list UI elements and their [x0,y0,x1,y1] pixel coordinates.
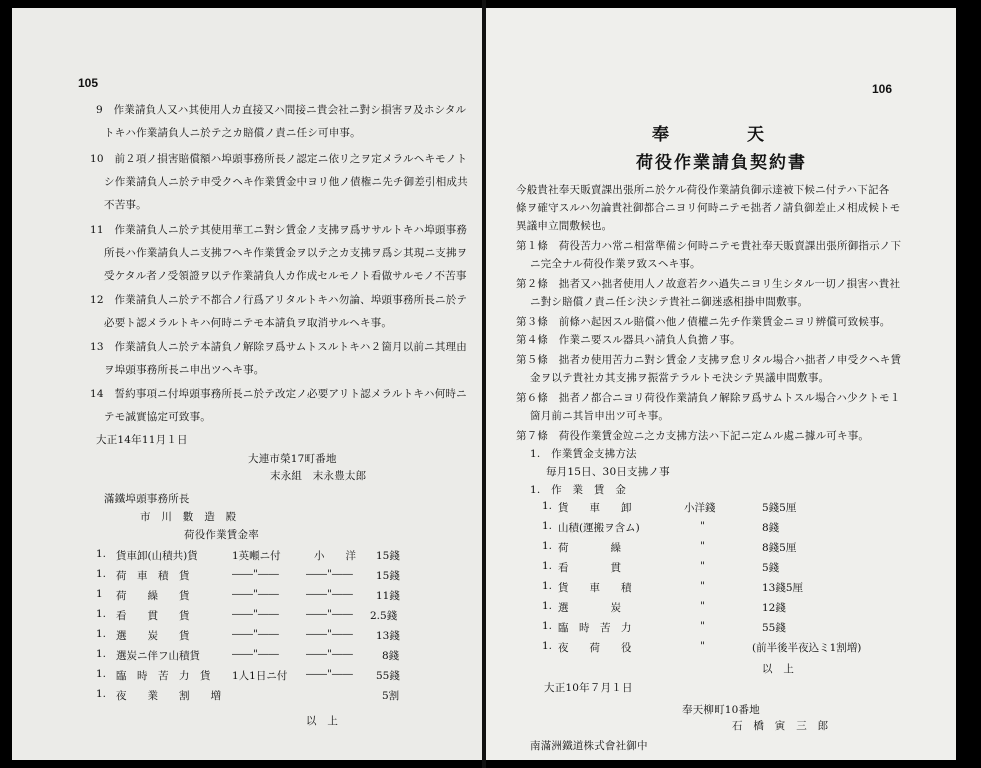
rate-item: 看 貫 貨 [116,610,190,622]
rate-price: 55錢 [376,670,400,682]
paragraph-line: 所長ハ作業請負人ニ支拂フヘキ作業賃金ヲ以テ之カ支拂ヲ爲シ其現ニ支拂ヲ [104,247,468,259]
intro-line: 異議申立間敷候也。 [516,220,613,232]
rate-no: 1. [96,548,107,560]
article-line: 第３條 前條ハ起因スル賠償ハ他ノ債權ニ先チ作業賃金ニヨリ辨償可致候事。 [516,316,891,328]
wage-price: 12錢 [762,602,786,614]
rate-unit: 1英噸ニ付 [232,550,281,562]
signatory-address: 大連市榮17町番地 [248,453,337,465]
rate-no: 1. [96,668,107,680]
wage-no: 1. [542,560,553,572]
closing-mark: 以 上 [306,715,339,727]
wage-currency: 小洋錢 [684,502,716,514]
wage-currency: " [700,600,705,612]
wage-currency: " [700,540,705,552]
paragraph-line: シ作業請負人ニ於テ申受クヘキ作業賃金中ヨリ他ノ債権ニ先チ御差引相成共 [104,176,468,188]
paragraph-line: テモ誠實協定可致事。 [104,411,211,423]
wage-item: 山積(運搬ヲ含ム) [558,522,640,534]
wage-currency: " [700,620,705,632]
rate-item: 選炭ニ伴フ山積貨 [116,650,200,662]
rate-price: 13錢 [376,630,400,642]
contract-date: 大正14年11月１日 [96,434,188,446]
rate-item: 貨車卸(山積共)貨 [116,550,198,562]
wage-currency: " [700,560,705,572]
payment-detail: 毎月15日、30日支拂ノ事 [546,466,670,478]
addressee: 南滿洲鐵道株式會社御中 [530,740,648,752]
rate-item: 夜 業 割 増 [116,690,221,702]
paragraph-line: 不苦事。 [104,199,147,211]
rate-no: 1. [96,608,107,620]
paragraph-line: 11 作業請負人ニ於テ其使用華工ニ對シ賃金ノ支拂ヲ爲ササルトキハ埠頭事務 [90,224,468,236]
rate-item: 荷 車 積 貨 [116,570,190,582]
rate-price: 15錢 [376,570,400,582]
wage-price: 8錢 [762,522,780,534]
signatory-name: 石 橋 寅 三 郎 [732,720,829,732]
rate-price: 5割 [382,690,400,702]
wage-no: 1. [542,580,553,592]
article-line: 第５條 拙者カ使用苦力ニ對シ賃金ノ支拂ヲ怠リタル場合ハ拙者ノ申受クヘキ賃 [516,354,902,366]
rate-currency: ――"―― [306,588,353,600]
article-line: 第６條 拙者ノ都合ニヨリ荷役作業請負ノ解除ヲ爲サムトスル場合ハ少クトモ１ [516,392,901,404]
wage-no: 1. [542,540,553,552]
paragraph-line: 13 作業請負人ニ於テ本請負ノ解除ヲ爲サムトスルトキハ２箇月以前ニ其理由 [90,341,467,353]
wage-currency: " [700,520,705,532]
wage-currency: " [700,580,705,592]
rate-item: 選 炭 貨 [116,630,190,642]
paragraph-line: 12 作業請負人ニ於テ不都合ノ行爲アリタルトキハ勿論、埠頭事務所長ニ於テ [90,294,468,306]
wage-no: 1. [542,600,553,612]
left-page [12,8,482,760]
rate-unit: ――"―― [232,608,279,620]
page-number: 106 [872,82,893,96]
rate-no: 1. [96,628,107,640]
paragraph-line: 10 前２項ノ損害賠償額ハ埠頭事務所長ノ認定ニ依リ之ヲ定メラルヘキモノト [90,153,468,165]
rate-no: 1. [96,688,107,700]
wage-heading: 1. 作 業 賃 金 [530,484,627,496]
contract-date: 大正10年７月１日 [544,682,633,694]
article-line: ニ對シ賠償ノ責ニ任シ決シテ貴社ニ御迷惑相掛申間敷事。 [530,296,809,308]
rate-currency: ――"―― [306,668,353,680]
rate-no: 1. [96,648,107,660]
wage-no: 1. [542,640,553,652]
wage-price: 5錢 [762,562,780,574]
wage-item: 貨 車 積 [558,582,632,594]
rate-price: 11錢 [376,590,400,602]
addressee-name: 市 川 數 造 殿 [140,511,237,523]
article-line: 第２條 拙者又ハ拙者使用人ノ故意若クハ過失ニヨリ生シタル一切ノ損害ハ貴社 [516,278,901,290]
article-line: 箇月前ニ其旨申出ツ可キ事。 [530,410,670,422]
document-location-title: 奉 天 [652,125,766,145]
wage-currency: " [700,640,705,652]
rate-currency: ――"―― [306,568,353,580]
rate-unit: ――"―― [232,648,279,660]
wage-item: 臨 時 苦 力 [558,622,632,634]
rate-no: 1 [96,588,103,600]
wage-price: 13錢5厘 [762,582,804,594]
rate-currency: ――"―― [306,608,353,620]
paragraph-line: トキハ作業請負人ニ於テ之カ賠償ノ責ニ任シ可申事。 [104,127,361,139]
rate-price: 15錢 [376,550,400,562]
rate-unit: ――"―― [232,568,279,580]
rate-unit: ――"―― [232,628,279,640]
addressee-office: 滿鐵埠頭事務所長 [104,493,190,505]
payment-heading: 1. 作業賃金支拂方法 [530,448,637,460]
rate-currency: ――"―― [306,648,353,660]
wage-price: 5錢5厘 [762,502,797,514]
article-line: ニ完全ナル荷役作業ヲ致スヘキ事。 [530,258,701,270]
article-line: 第１條 荷役苦力ハ常ニ相當準備シ何時ニテモ貴社奉天販賣課出張所御指示ノ下 [516,240,902,252]
page-number: 105 [78,76,99,90]
wage-item: 看 貫 [558,562,621,574]
rate-table-title: 荷役作業賃金率 [184,529,259,541]
rate-no: 1. [96,568,107,580]
wage-price: (前半後半夜込ミ1割増) [752,642,862,654]
wage-item: 荷 繰 [558,542,621,554]
wage-item: 夜 荷 役 [558,642,632,654]
paragraph-line: 必要ト認メラルトキハ何時ニテモ本請負ヲ取消サルヘキ事。 [104,317,393,329]
rate-unit: ――"―― [232,588,279,600]
wage-no: 1. [542,520,553,532]
paragraph-line: 14 誓約事項ニ付埠頭事務所長ニ於テ改定ノ必要アリト認メラルトキハ何時ニ [90,388,467,400]
wage-price: 8錢5厘 [762,542,797,554]
rate-price: 8錢 [382,650,400,662]
rate-price: 2.5錢 [370,610,398,622]
wage-item: 貨 車 卸 [558,502,632,514]
wage-no: 1. [542,620,553,632]
right-page [486,8,956,760]
paragraph-line: ヲ埠頭事務所長ニ申出ツヘキ事。 [104,364,265,376]
rate-item: 荷 繰 貨 [116,590,190,602]
wage-price: 55錢 [762,622,786,634]
rate-unit: 1人1日ニ付 [232,670,288,682]
document-title: 荷役作業請負契約書 [636,153,807,173]
article-line: 第４條 作業ニ要スル器具ハ請負人負擔ノ事。 [516,334,741,346]
paragraph-line: 受ケタル者ノ受領證ヲ以テ作業請負人カ作成セルモノト看做サルモノ不苦事 [104,270,467,282]
article-line: 金ヲ以テ貴社カ其支拂ヲ振當テラルトモ決シテ異議申間敷事。 [530,372,830,384]
signatory-name: 末永組 末永豊太郎 [270,470,367,482]
intro-line: 條ヲ確守スルハ勿論貴社御都合ニヨリ何時ニテモ拙者ノ請負御差止メ相成候トモ [516,202,901,214]
wage-item: 選 炭 [558,602,621,614]
rate-item: 臨 時 苦 力 貨 [116,670,211,682]
paragraph-line: 9 作業請負人又ハ其使用人カ直接又ハ間接ニ貴会社ニ對シ損害ヲ及ホシタル [96,104,467,116]
intro-line: 今般貴社奉天販賣課出張所ニ於ケル荷役作業請負御示達被下候ニ付テハ下記各 [516,184,890,196]
rate-currency: ――"―― [306,628,353,640]
closing-mark: 以 上 [762,663,795,675]
article-line: 第７條 荷役作業賃金竝ニ之カ支拂方法ハ下記ニ定ムル處ニ據ル可キ事。 [516,430,870,442]
wage-no: 1. [542,500,553,512]
signatory-address: 奉天柳町10番地 [682,704,760,716]
rate-currency: 小 洋 [314,550,356,562]
